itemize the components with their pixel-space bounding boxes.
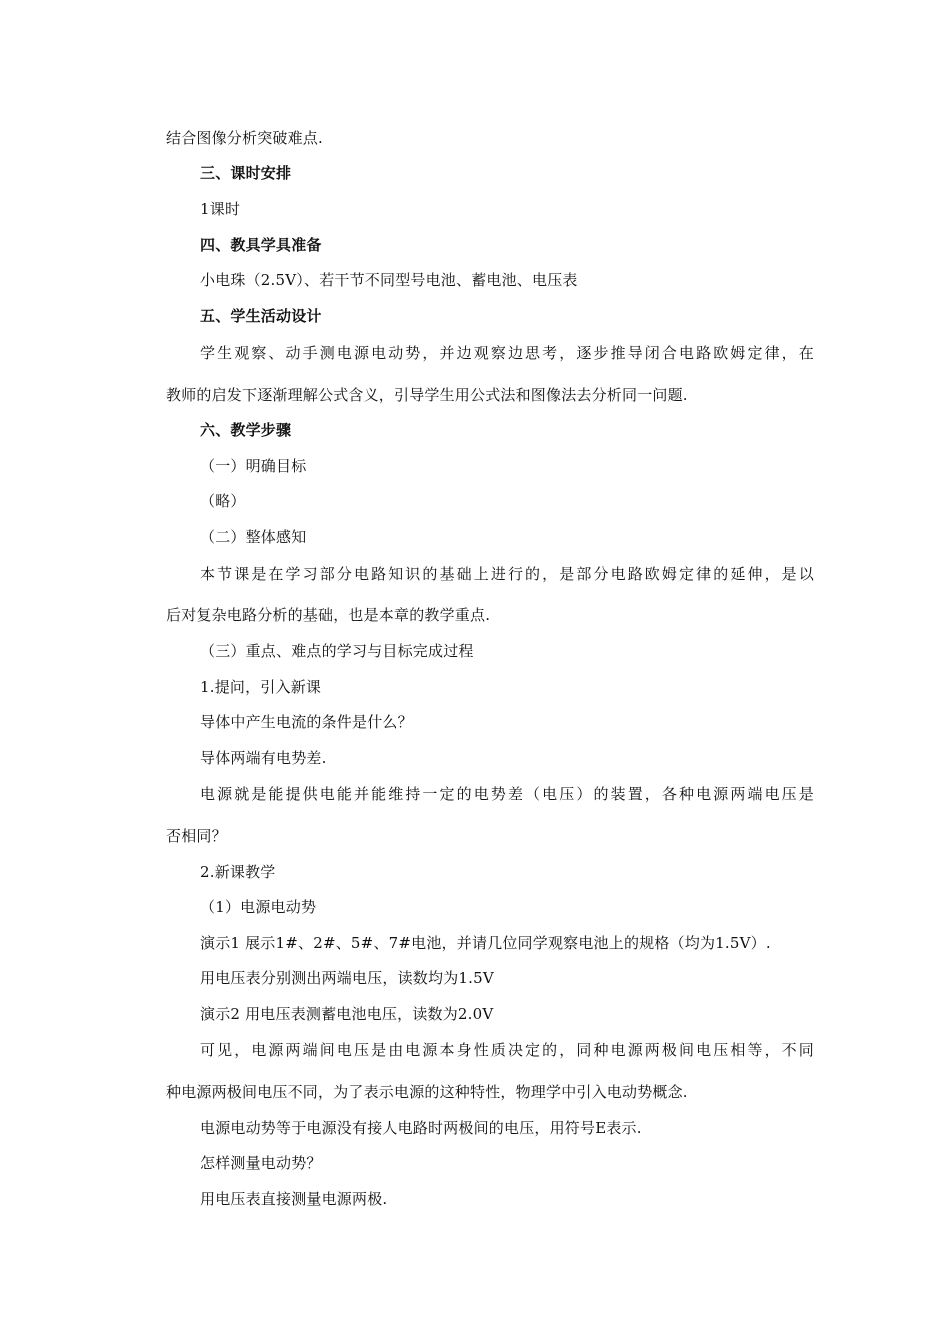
- text-line: 怎样测量电动势？: [200, 1154, 322, 1172]
- text-line: 结合图像分析突破难点.: [166, 129, 323, 147]
- text-line: 2.新课教学: [200, 863, 276, 881]
- paragraph-line: 否相同？: [166, 827, 227, 845]
- text-line: 用电压表分别测出两端电压，读数均为1.5V: [200, 969, 494, 987]
- paragraph-line: 后对复杂电路分析的基础，也是本章的教学重点.: [166, 606, 491, 624]
- text-line: 小电珠（2.5V）、若干节不同型号电池、蓄电池、电压表: [200, 271, 578, 289]
- section-heading-schedule: 三、课时安排: [200, 164, 292, 182]
- text-line: 电源电动势等于电源没有接人电路时两极间的电压，用符号E表示.: [200, 1119, 642, 1137]
- text-line: 导体两端有电势差.: [200, 749, 327, 767]
- section-heading-tools: 四、教具学具准备: [200, 236, 322, 254]
- paragraph-line: 可见，电源两端间电压是由电源本身性质决定的，同种电源两极间电压相等，不同: [200, 1041, 814, 1059]
- paragraph-line: 学生观察、动手测电源电动势，并边观察边思考，逐步推导闭合电路欧姆定律，在: [200, 344, 814, 362]
- text-line: 演示1 展示1#、2#、5#、7#电池，并请几位同学观察电池上的规格（均为1.5V）.: [200, 934, 771, 952]
- paragraph-line: 种电源两极间电压不同，为了表示电源的这种特性，物理学中引入电动势概念.: [166, 1083, 688, 1101]
- text-line: 导体中产生电流的条件是什么？: [200, 713, 413, 731]
- subheading: （1）电源电动势: [200, 898, 317, 916]
- text-line: 用电压表直接测量电源两极.: [200, 1190, 388, 1208]
- subheading: （三）重点、难点的学习与目标完成过程: [200, 642, 474, 660]
- subheading: （二）整体感知: [200, 528, 307, 546]
- text-line: 1.提问，引入新课: [200, 678, 322, 696]
- text-line: （略）: [200, 492, 246, 510]
- paragraph-line: 电源就是能提供电能并能维持一定的电势差（电压）的装置，各种电源两端电压是: [200, 785, 814, 803]
- paragraph-line: 本节课是在学习部分电路知识的基础上进行的，是部分电路欧姆定律的延伸，是以: [200, 565, 814, 583]
- text-line: 演示2 用电压表测蓄电池电压，读数为2.0V: [200, 1005, 494, 1023]
- subheading: （一）明确目标: [200, 457, 307, 475]
- section-heading-steps: 六、教学步骤: [200, 421, 292, 439]
- section-heading-activity: 五、学生活动设计: [200, 307, 322, 325]
- paragraph-line: 教师的启发下逐渐理解公式含义，引导学生用公式法和图像法去分析同一问题.: [166, 386, 688, 404]
- text-line: 1课时: [200, 200, 241, 218]
